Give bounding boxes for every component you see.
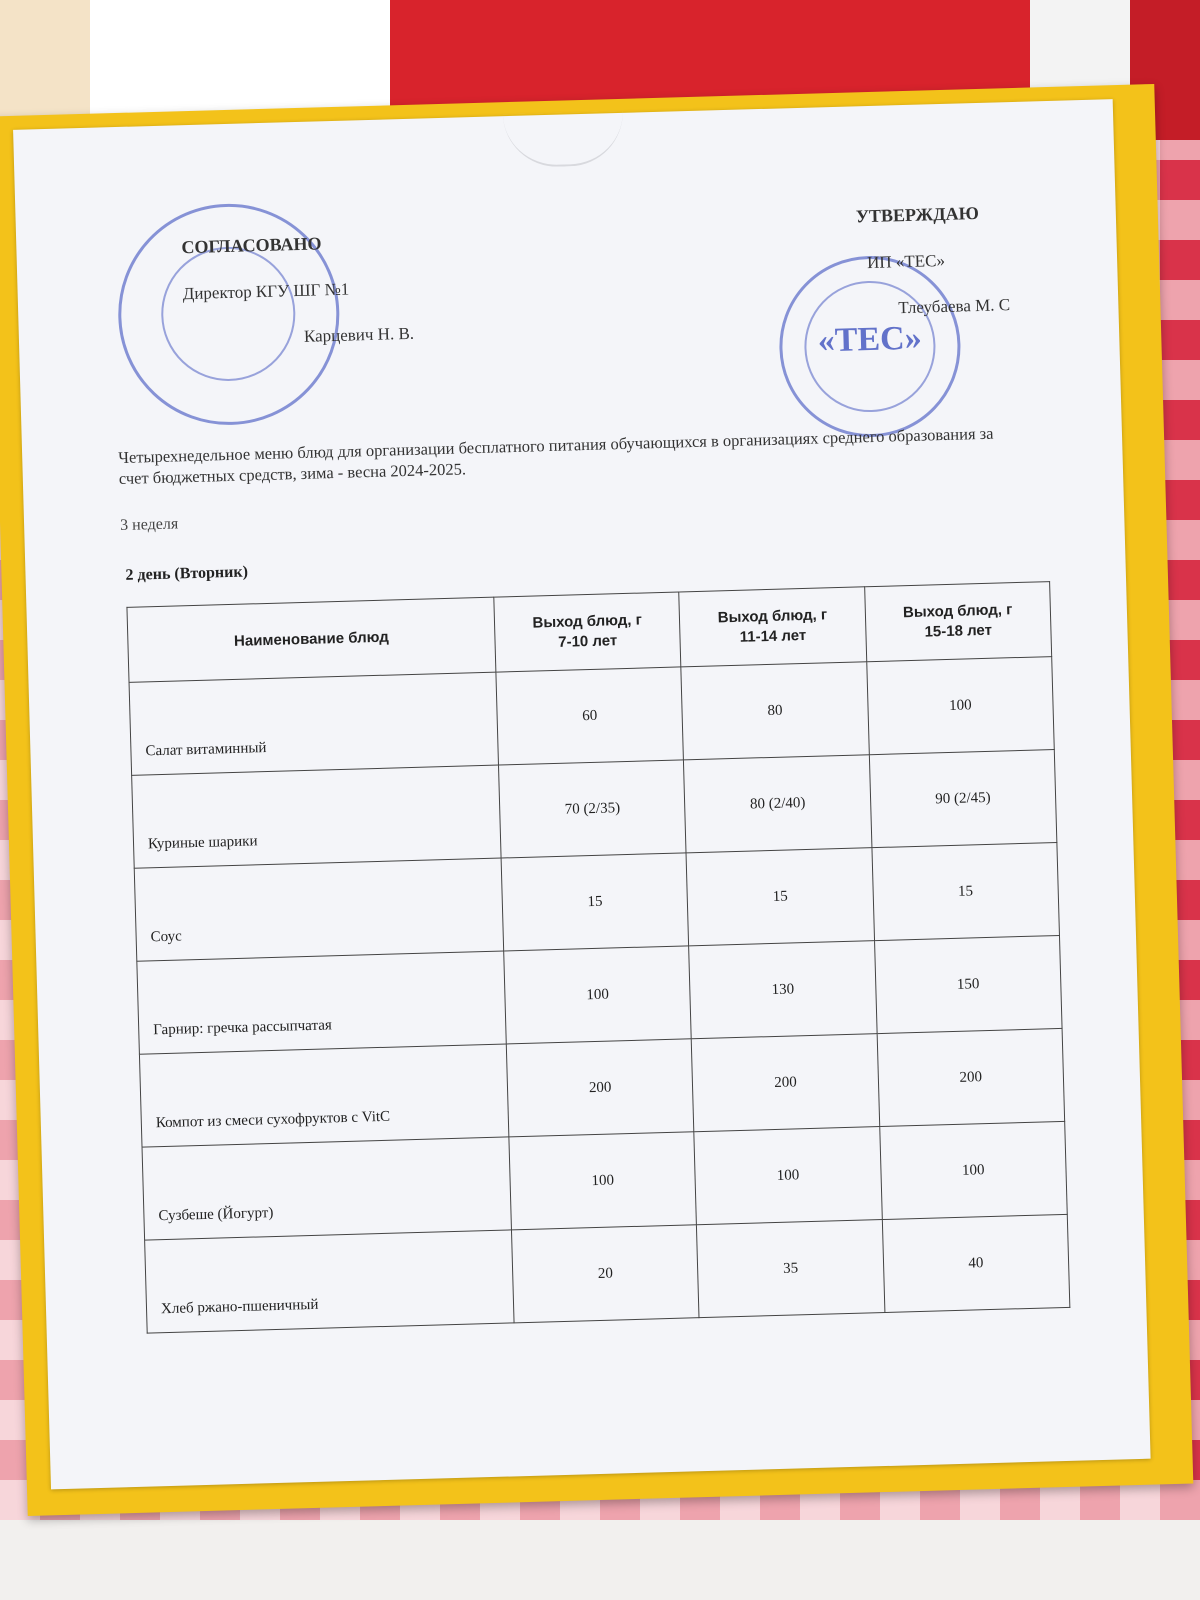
portion-11-14: 130 [689, 941, 877, 1039]
column-header-age-7-10: Выход блюд, г 7-10 лет [494, 592, 681, 672]
approval-left-title: СОГЛАСОВАНО [181, 233, 322, 258]
approval-block-left [181, 229, 474, 350]
approval-block-right [776, 200, 1079, 321]
portion-15-18: 150 [874, 935, 1062, 1033]
menu-table [126, 581, 1070, 1334]
portion-7-10: 20 [511, 1225, 699, 1323]
dish-name: Компот из смеси сухофруктов с VitC [139, 1044, 508, 1147]
menu-sheet [13, 99, 1151, 1489]
seal-right-text: «ТЕС» [817, 319, 923, 360]
portion-7-10: 100 [509, 1132, 697, 1230]
yellow-frame [0, 84, 1193, 1516]
portion-15-18: 90 (2/45) [869, 750, 1057, 848]
portion-11-14: 15 [686, 848, 874, 946]
portion-11-14: 80 [681, 662, 869, 760]
portion-11-14: 35 [697, 1220, 885, 1318]
column-header-age-11-14: Выход блюд, г 11-14 лет [679, 587, 866, 667]
week-label: 3 неделя [119, 515, 179, 535]
portion-7-10: 100 [504, 946, 692, 1044]
approval-right-title: УТВЕРЖДАЮ [855, 202, 980, 227]
dish-name: Сузбеше (Йогурт) [142, 1137, 511, 1240]
background-bottom [0, 1520, 1200, 1600]
portion-15-18: 200 [877, 1028, 1065, 1126]
portion-7-10: 70 (2/35) [498, 760, 686, 858]
portion-15-18: 15 [872, 843, 1060, 941]
dish-name: Соус [134, 858, 503, 961]
portion-11-14: 80 (2/40) [684, 755, 872, 853]
portion-15-18: 40 [882, 1214, 1070, 1312]
dish-name: Куриные шарики [132, 765, 501, 868]
portion-15-18: 100 [866, 657, 1054, 755]
approval-left-signatory: Карцевич Н. В. [303, 323, 415, 346]
day-label: 2 день (Вторник) [125, 563, 249, 584]
portion-11-14: 200 [692, 1034, 880, 1132]
dish-name: Гарнир: гречка рассыпчатая [137, 951, 506, 1054]
dish-name: Хлеб ржано-пшеничный [145, 1230, 514, 1333]
approval-left-position: Директор КГУ ШГ №1 [182, 279, 350, 304]
approval-right-org: ИП «ТЕС» [866, 250, 946, 273]
sleeve-notch [503, 111, 624, 168]
portion-7-10: 200 [506, 1039, 694, 1137]
portion-11-14: 100 [694, 1127, 882, 1225]
document-title: Четырехнедельное меню блюд для организации бесплатного питания обучающихся в организациях среднего образования за счет бюджетных средств, зима - весна 2024-2025. [117, 423, 994, 489]
portion-7-10: 60 [496, 667, 684, 765]
dish-name: Салат витаминный [129, 672, 498, 775]
portion-15-18: 100 [879, 1121, 1067, 1219]
portion-7-10: 15 [501, 853, 689, 951]
column-header-dish: Наименование блюд [127, 597, 496, 682]
approval-right-signatory: Тлеубаева М. С [898, 295, 1011, 318]
column-header-age-15-18: Выход блюд, г 15-18 лет [864, 582, 1051, 662]
